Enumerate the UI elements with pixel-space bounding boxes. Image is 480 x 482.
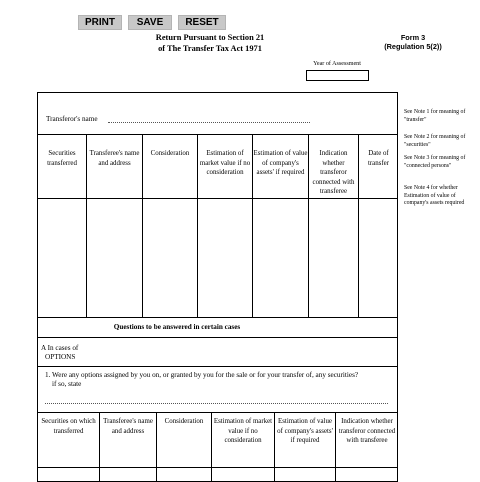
table2-cell-connected[interactable] xyxy=(336,468,398,480)
transferor-name-input[interactable] xyxy=(108,122,310,123)
table1-cell-date[interactable] xyxy=(359,199,398,317)
question-1-line1: 1. Were any options assigned by you on, or granted by you for the sale or for your transfer of, any securities? xyxy=(45,371,359,379)
table2-header-market-value: Estimation of market value if no consideration xyxy=(213,418,273,444)
table1-cell-securities[interactable] xyxy=(38,199,86,317)
year-of-assessment-label: Year of Assessment xyxy=(313,61,361,67)
table1-cell-transferee[interactable] xyxy=(87,199,142,317)
case-a-rule xyxy=(37,366,398,367)
transferor-name-label: Transferor's name xyxy=(46,115,98,123)
table1-top-rule xyxy=(37,134,398,135)
table1-cell-consideration[interactable] xyxy=(143,199,197,317)
table2-cell-consideration[interactable] xyxy=(157,468,211,480)
save-button[interactable]: SAVE xyxy=(128,15,172,30)
form-title-line1: Return Pursuant to Section 21 xyxy=(155,33,265,42)
question-1-answer-input[interactable] xyxy=(45,403,388,404)
table2-header-consideration: Consideration xyxy=(164,418,204,425)
case-a-heading xyxy=(41,344,78,362)
table2-cell-securities[interactable] xyxy=(38,468,99,480)
table1-header-market-value: Estimation of market value if no consideration xyxy=(199,150,251,176)
side-note-2: See Note 2 for meaning of "securities" xyxy=(404,134,466,148)
year-of-assessment-input[interactable] xyxy=(306,70,369,81)
questions-section-title: Questions to be answered in certain cases xyxy=(113,323,241,331)
questions-title-rule xyxy=(37,337,398,338)
form-number: Form 3 xyxy=(400,33,426,42)
question-1 xyxy=(45,371,395,389)
table1-header-consideration: Consideration xyxy=(150,150,190,157)
table2-cell-company-assets[interactable] xyxy=(275,468,335,480)
regulation-ref: (Regulation 5(2)) xyxy=(384,42,442,51)
table2-header-company-assets: Estimation of value of company's assets' if required xyxy=(277,418,333,444)
table1-header-securities: Securities transferred xyxy=(47,150,77,167)
reset-button[interactable]: RESET xyxy=(178,15,226,30)
case-a-line1: A In cases of xyxy=(41,344,79,352)
table2-header-transferee: Transferee's name and address xyxy=(103,418,153,435)
table1-header-connected: Indication whether transferor connected with transferee xyxy=(312,150,355,195)
table1-cell-market-value[interactable] xyxy=(198,199,252,317)
case-a-line2: OPTIONS xyxy=(45,353,76,361)
table1-header-company-assets: Estimation of value of company's assets' if required xyxy=(253,150,308,176)
side-note-4: See Note 4 for whether Estimation of value of company's assets required xyxy=(404,185,465,207)
table1-cell-company-assets[interactable] xyxy=(253,199,308,317)
table1-header-transferee: Transferee's name and address xyxy=(89,150,140,167)
form-number-block xyxy=(378,33,448,51)
table2-header-connected: Indication whether transferor connected with transferee xyxy=(338,418,396,444)
form-title xyxy=(140,32,280,54)
form-title-line2: of The Transfer Tax Act 1971 xyxy=(158,44,262,53)
table2-top-rule xyxy=(37,412,398,413)
table2-cell-market-value[interactable] xyxy=(212,468,274,480)
table1-header-date: Date of transfer xyxy=(367,150,390,167)
table2-cell-transferee[interactable] xyxy=(100,468,156,480)
side-note-1: See Note 1 for meaning of "transfer" xyxy=(404,109,466,123)
side-note-3: See Note 3 for meaning of "connected persons" xyxy=(404,155,466,169)
question-1-line2: if so, state xyxy=(52,380,82,388)
print-button[interactable]: PRINT xyxy=(78,15,122,30)
table2-header-securities: Securities on which transferred xyxy=(41,418,96,435)
table1-bottom-rule xyxy=(37,317,398,318)
table1-cell-connected[interactable] xyxy=(309,199,358,317)
